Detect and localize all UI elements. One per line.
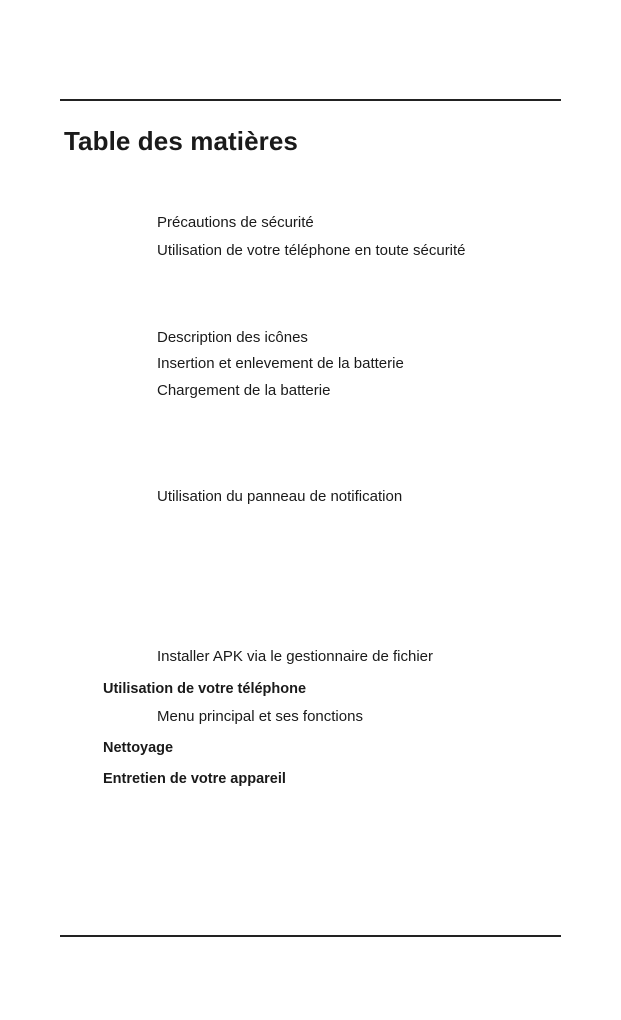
toc-entry-using-phone: Utilisation de votre téléphone	[103, 681, 307, 697]
toc-entry-cleaning: Nettoyage	[103, 740, 174, 756]
top-divider	[60, 99, 561, 101]
toc-entry-main-menu: Menu principal et ses fonctions	[157, 708, 363, 725]
toc-entry-precautions: Précautions de sécurité	[157, 214, 314, 231]
toc-entry-icon-description: Description des icônes	[157, 329, 308, 346]
toc-entry-install-apk: Installer APK via le gestionnaire de fichier	[157, 648, 433, 665]
toc-entry-battery-insertion: Insertion et enlevement de la batterie	[157, 355, 404, 372]
page-title: Table des matières	[64, 126, 298, 156]
toc-entry-maintenance: Entretien de votre appareil	[103, 771, 286, 787]
toc-entry-notification-panel: Utilisation du panneau de notification	[157, 488, 403, 505]
toc-entry-battery-charging: Chargement de la batterie	[157, 382, 331, 399]
bottom-divider	[60, 935, 561, 937]
toc-entry-safe-use: Utilisation de votre téléphone en toute sécurité	[157, 242, 466, 259]
